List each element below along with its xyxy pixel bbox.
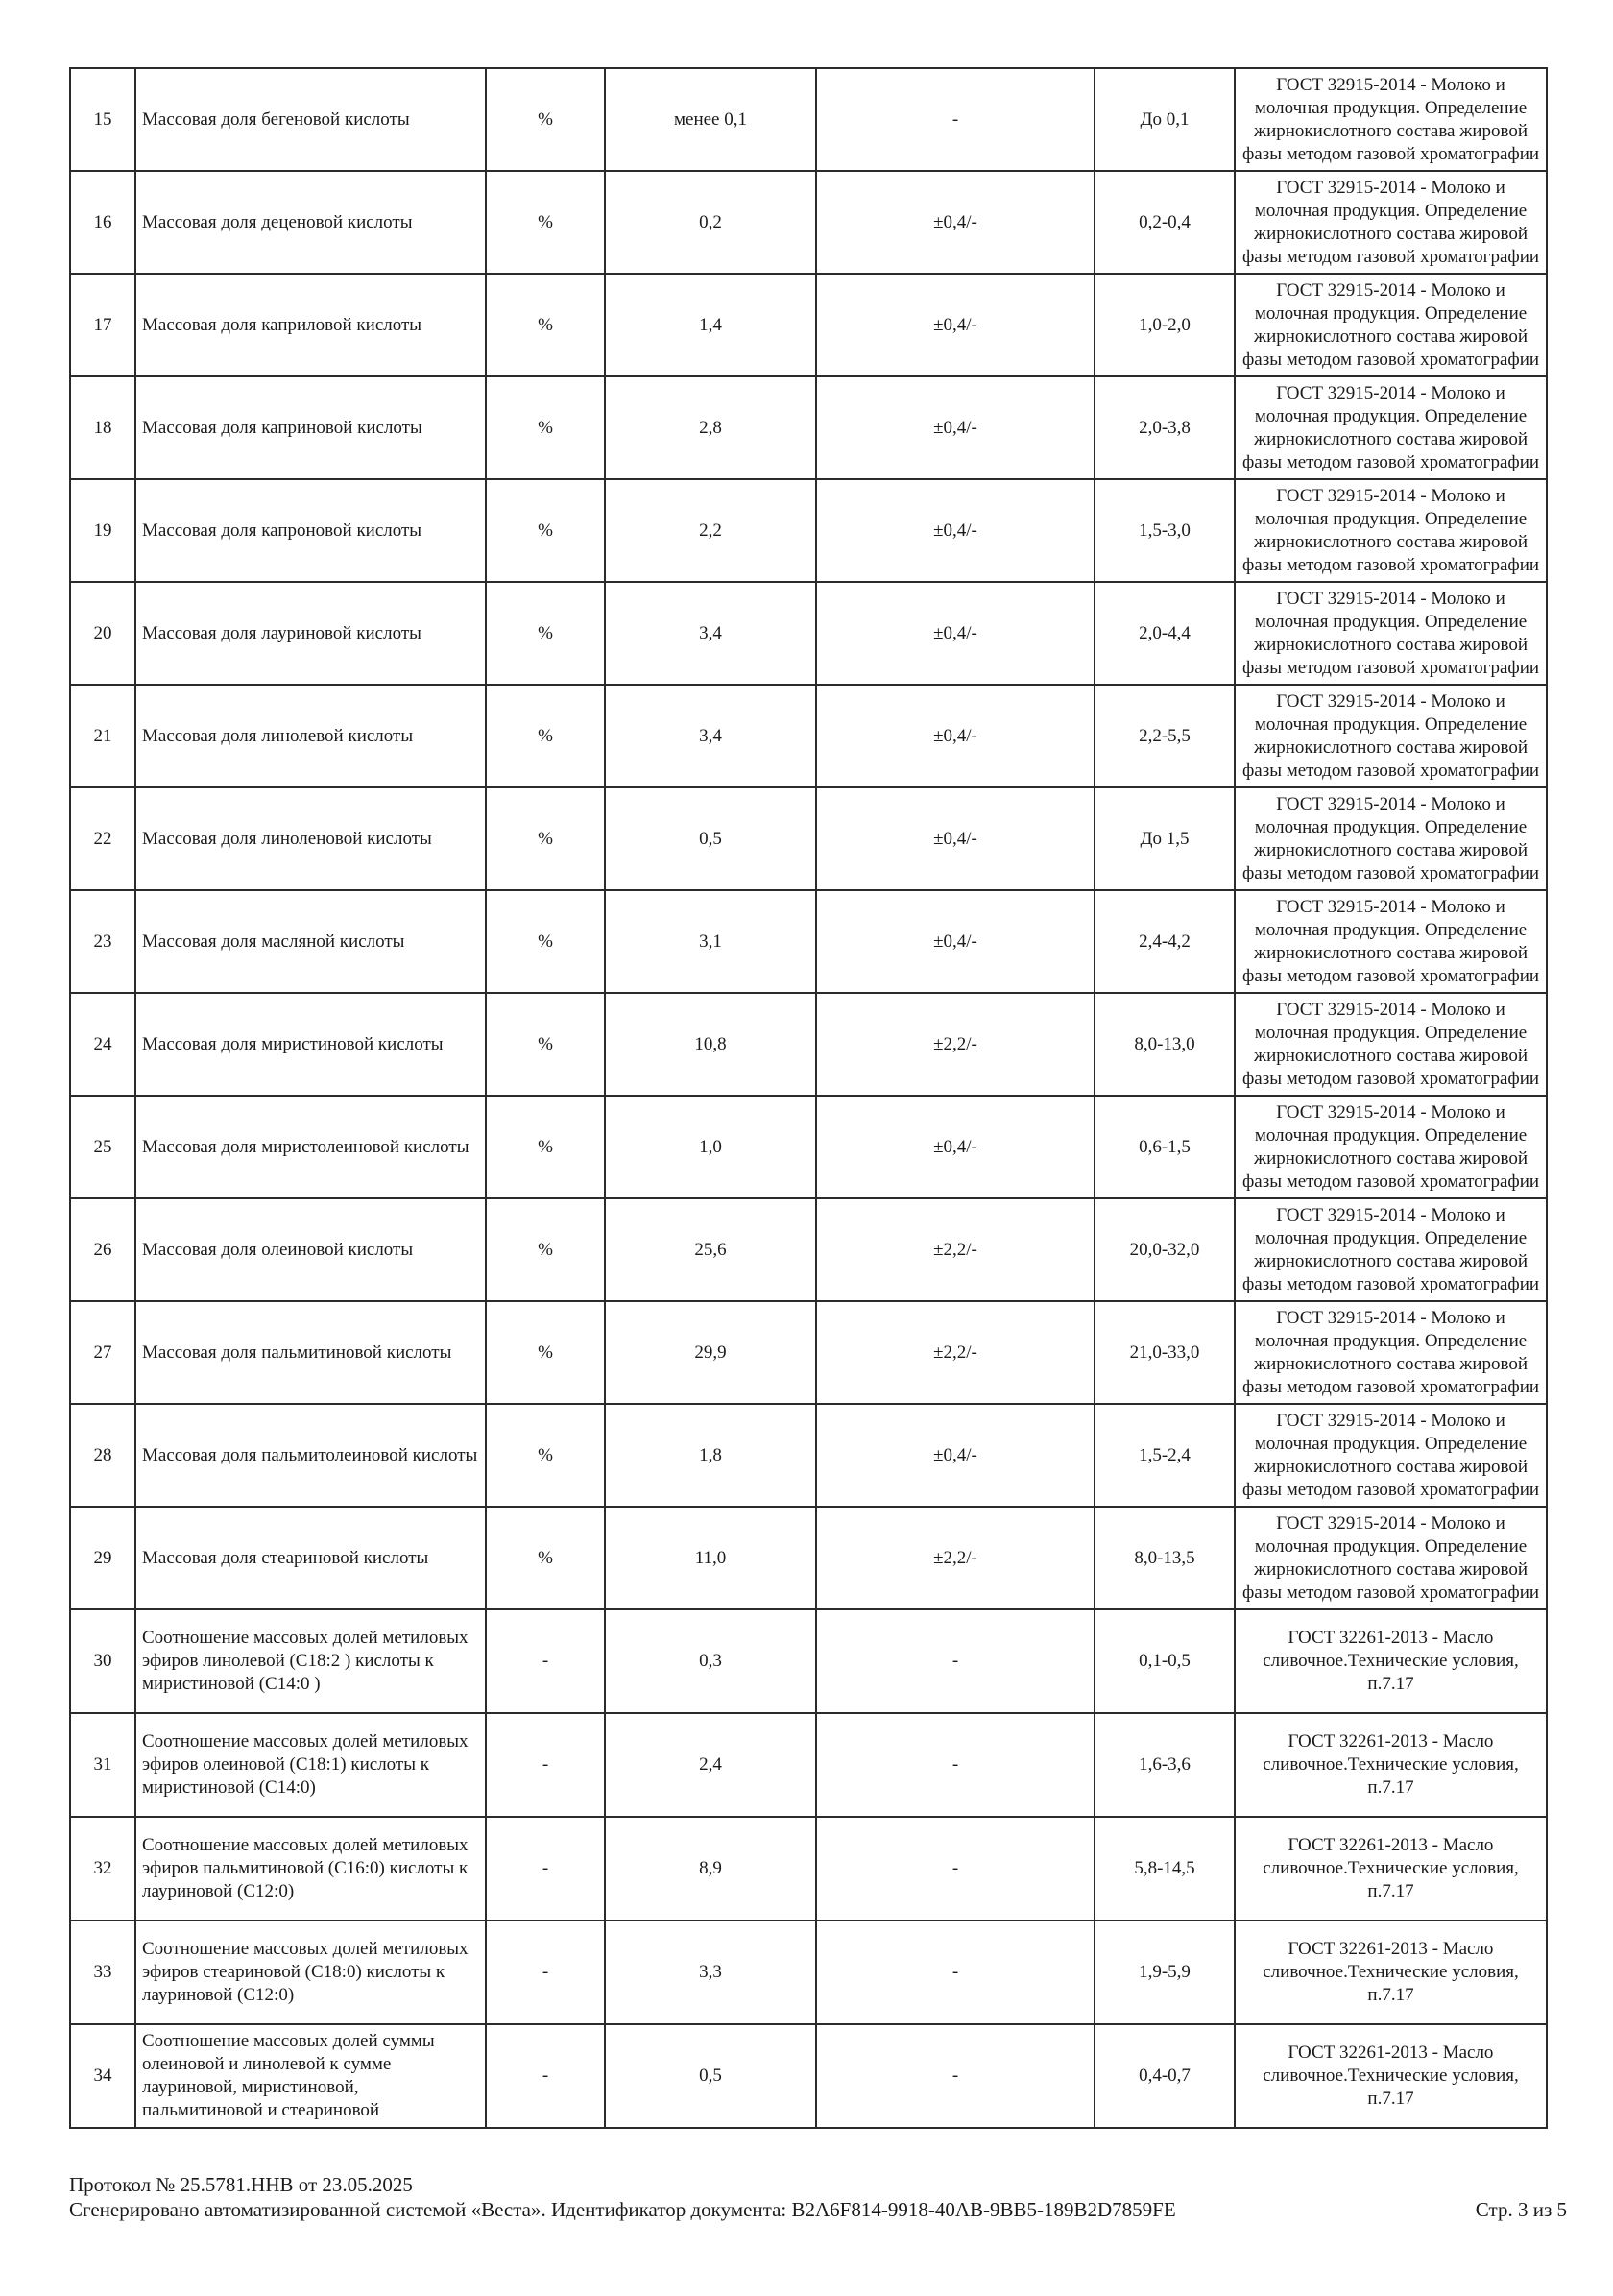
row-number: 20 [70,582,135,685]
indicator-name: Массовая доля олеиновой кислоты [135,1198,486,1301]
measurement-error: ±0,4/- [816,1096,1095,1198]
unit-cell: % [486,376,605,479]
test-method: ГОСТ 32915-2014 - Молоко и молочная продукция. Определение жирнокислотного состава жировой фазы методом газовой хроматографии [1235,479,1547,582]
indicator-name: Массовая доля каприновой кислоты [135,376,486,479]
unit-cell: % [486,993,605,1096]
unit-cell: % [486,1507,605,1609]
table-row [70,1609,1547,1713]
table-row [70,68,1547,171]
measurement-error: ±0,4/- [816,1404,1095,1507]
measurement-error: - [816,1713,1095,1817]
row-number: 24 [70,993,135,1096]
test-method: ГОСТ 32915-2014 - Молоко и молочная продукция. Определение жирнокислотного состава жировой фазы методом газовой хроматографии [1235,685,1547,787]
indicator-name: Массовая доля линоленовой кислоты [135,787,486,890]
row-number: 15 [70,68,135,171]
table-row [70,171,1547,274]
indicator-name: Массовая доля каприловой кислоты [135,274,486,376]
row-number: 17 [70,274,135,376]
unit-cell: % [486,787,605,890]
unit-cell: % [486,274,605,376]
table-row [70,1198,1547,1301]
measurement-error: ±0,4/- [816,479,1095,582]
indicator-name: Соотношение массовых долей метиловых эфиров олеиновой (С18:1) кислоты к миристиновой (С14:0) [135,1713,486,1817]
table-row [70,890,1547,993]
table-row [70,376,1547,479]
norm-value: 0,4-0,7 [1095,2024,1235,2128]
test-method: ГОСТ 32915-2014 - Молоко и молочная продукция. Определение жирнокислотного состава жировой фазы методом газовой хроматографии [1235,1507,1547,1609]
row-number: 19 [70,479,135,582]
norm-value: До 1,5 [1095,787,1235,890]
results-table-body [70,68,1547,2128]
unit-cell: % [486,1096,605,1198]
result-value: 2,4 [605,1713,816,1817]
result-value: 29,9 [605,1301,816,1404]
norm-value: 1,6-3,6 [1095,1713,1235,1817]
indicator-name: Массовая доля миристиновой кислоты [135,993,486,1096]
test-method: ГОСТ 32915-2014 - Молоко и молочная продукция. Определение жирнокислотного состава жировой фазы методом газовой хроматографии [1235,171,1547,274]
row-number: 26 [70,1198,135,1301]
measurement-error: - [816,2024,1095,2128]
result-value: 11,0 [605,1507,816,1609]
measurement-error: - [816,1609,1095,1713]
unit-cell: % [486,479,605,582]
table-row [70,1301,1547,1404]
norm-value: 0,1-0,5 [1095,1609,1235,1713]
indicator-name: Массовая доля масляной кислоты [135,890,486,993]
unit-cell: % [486,582,605,685]
row-number: 33 [70,1921,135,2024]
measurement-error: ±0,4/- [816,685,1095,787]
test-method: ГОСТ 32915-2014 - Молоко и молочная продукция. Определение жирнокислотного состава жировой фазы методом газовой хроматографии [1235,1301,1547,1404]
page-footer [69,2172,1567,2222]
norm-value: 1,0-2,0 [1095,274,1235,376]
indicator-name: Массовая доля бегеновой кислоты [135,68,486,171]
row-number: 18 [70,376,135,479]
indicator-name: Соотношение массовых долей метиловых эфиров пальмитиновой (С16:0) кислоты к лауриновой (С12:0) [135,1817,486,1921]
unit-cell: % [486,685,605,787]
measurement-error: ±2,2/- [816,1301,1095,1404]
table-row [70,1713,1547,1817]
norm-value: 8,0-13,5 [1095,1507,1235,1609]
indicator-name: Массовая доля миристолеиновой кислоты [135,1096,486,1198]
measurement-error: ±0,4/- [816,376,1095,479]
norm-value: 1,9-5,9 [1095,1921,1235,2024]
protocol-number: Протокол № 25.5781.ННВ от 23.05.2025 [69,2173,413,2196]
norm-value: 2,0-4,4 [1095,582,1235,685]
result-value: 3,3 [605,1921,816,2024]
row-number: 25 [70,1096,135,1198]
table-row [70,993,1547,1096]
measurement-error: ±0,4/- [816,274,1095,376]
indicator-name: Массовая доля пальмитолеиновой кислоты [135,1404,486,1507]
row-number: 22 [70,787,135,890]
table-row [70,274,1547,376]
norm-value: 5,8-14,5 [1095,1817,1235,1921]
test-method: ГОСТ 32915-2014 - Молоко и молочная продукция. Определение жирнокислотного состава жировой фазы методом газовой хроматографии [1235,376,1547,479]
row-number: 28 [70,1404,135,1507]
test-method: ГОСТ 32915-2014 - Молоко и молочная продукция. Определение жирнокислотного состава жировой фазы методом газовой хроматографии [1235,1404,1547,1507]
document-identifier: Сгенерировано автоматизированной системой «Веста». Идентификатор документа: B2A6F814-9918-40AB-9BB5-189B2D7859FE [69,2198,1176,2221]
result-value: 1,4 [605,274,816,376]
measurement-error: ±0,4/- [816,582,1095,685]
unit-cell: % [486,1301,605,1404]
table-row [70,1404,1547,1507]
test-method: ГОСТ 32915-2014 - Молоко и молочная продукция. Определение жирнокислотного состава жировой фазы методом газовой хроматографии [1235,993,1547,1096]
test-method: ГОСТ 32261-2013 - Масло сливочное.Технические условия, п.7.17 [1235,1921,1547,2024]
norm-value: 20,0-32,0 [1095,1198,1235,1301]
norm-value: 2,0-3,8 [1095,376,1235,479]
result-value: 8,9 [605,1817,816,1921]
unit-cell: - [486,1817,605,1921]
table-row [70,2024,1547,2128]
row-number: 21 [70,685,135,787]
indicator-name: Соотношение массовых долей метиловых эфиров стеариновой (С18:0) кислоты к лауриновой (С12:0) [135,1921,486,2024]
result-value: 2,8 [605,376,816,479]
test-method: ГОСТ 32261-2013 - Масло сливочное.Технические условия, п.7.17 [1235,1817,1547,1921]
unit-cell: - [486,1921,605,2024]
result-value: 1,8 [605,1404,816,1507]
measurement-error: - [816,68,1095,171]
indicator-name: Соотношение массовых долей суммы олеиновой и линолевой к сумме лауриновой, миристиновой, пальмитиновой и стеариновой [135,2024,486,2128]
unit-cell: % [486,68,605,171]
table-row [70,1507,1547,1609]
unit-cell: - [486,2024,605,2128]
result-value: 0,3 [605,1609,816,1713]
norm-value: 1,5-3,0 [1095,479,1235,582]
norm-value: 2,4-4,2 [1095,890,1235,993]
indicator-name: Массовая доля стеариновой кислоты [135,1507,486,1609]
result-value: 1,0 [605,1096,816,1198]
test-method: ГОСТ 32915-2014 - Молоко и молочная продукция. Определение жирнокислотного состава жировой фазы методом газовой хроматографии [1235,274,1547,376]
unit-cell: % [486,1404,605,1507]
norm-value: 0,2-0,4 [1095,171,1235,274]
unit-cell: % [486,890,605,993]
row-number: 32 [70,1817,135,1921]
indicator-name: Массовая доля капроновой кислоты [135,479,486,582]
result-value: 10,8 [605,993,816,1096]
row-number: 23 [70,890,135,993]
table-row [70,1921,1547,2024]
row-number: 29 [70,1507,135,1609]
indicator-name: Массовая доля лауриновой кислоты [135,582,486,685]
results-table [69,67,1548,2129]
result-value: 3,4 [605,685,816,787]
norm-value: 21,0-33,0 [1095,1301,1235,1404]
measurement-error: ±0,4/- [816,787,1095,890]
measurement-error: ±2,2/- [816,1198,1095,1301]
indicator-name: Массовая доля пальмитиновой кислоты [135,1301,486,1404]
unit-cell: - [486,1609,605,1713]
row-number: 31 [70,1713,135,1817]
result-value: менее 0,1 [605,68,816,171]
test-method: ГОСТ 32915-2014 - Молоко и молочная продукция. Определение жирнокислотного состава жировой фазы методом газовой хроматографии [1235,68,1547,171]
measurement-error: ±0,4/- [816,171,1095,274]
row-number: 27 [70,1301,135,1404]
norm-value: До 0,1 [1095,68,1235,171]
norm-value: 1,5-2,4 [1095,1404,1235,1507]
norm-value: 0,6-1,5 [1095,1096,1235,1198]
indicator-name: Массовая доля линолевой кислоты [135,685,486,787]
table-row [70,787,1547,890]
result-value: 3,4 [605,582,816,685]
test-method: ГОСТ 32915-2014 - Молоко и молочная продукция. Определение жирнокислотного состава жировой фазы методом газовой хроматографии [1235,1198,1547,1301]
result-value: 0,5 [605,787,816,890]
table-row [70,582,1547,685]
result-value: 25,6 [605,1198,816,1301]
row-number: 34 [70,2024,135,2128]
indicator-name: Соотношение массовых долей метиловых эфиров линолевой (С18:2 ) кислоты к миристиновой (С14:0 ) [135,1609,486,1713]
test-method: ГОСТ 32261-2013 - Масло сливочное.Технические условия, п.7.17 [1235,1713,1547,1817]
result-value: 0,5 [605,2024,816,2128]
indicator-name: Массовая доля деценовой кислоты [135,171,486,274]
norm-value: 2,2-5,5 [1095,685,1235,787]
test-method: ГОСТ 32915-2014 - Молоко и молочная продукция. Определение жирнокислотного состава жировой фазы методом газовой хроматографии [1235,890,1547,993]
norm-value: 8,0-13,0 [1095,993,1235,1096]
test-method: ГОСТ 32915-2014 - Молоко и молочная продукция. Определение жирнокислотного состава жировой фазы методом газовой хроматографии [1235,1096,1547,1198]
measurement-error: ±2,2/- [816,993,1095,1096]
row-number: 30 [70,1609,135,1713]
measurement-error: ±2,2/- [816,1507,1095,1609]
measurement-error: ±0,4/- [816,890,1095,993]
test-method: ГОСТ 32915-2014 - Молоко и молочная продукция. Определение жирнокислотного состава жировой фазы методом газовой хроматографии [1235,787,1547,890]
test-method: ГОСТ 32915-2014 - Молоко и молочная продукция. Определение жирнокислотного состава жировой фазы методом газовой хроматографии [1235,582,1547,685]
unit-cell: - [486,1713,605,1817]
test-method: ГОСТ 32261-2013 - Масло сливочное.Технические условия, п.7.17 [1235,2024,1547,2128]
unit-cell: % [486,171,605,274]
measurement-error: - [816,1921,1095,2024]
table-row [70,685,1547,787]
table-row [70,1096,1547,1198]
table-row [70,479,1547,582]
result-value: 3,1 [605,890,816,993]
row-number: 16 [70,171,135,274]
result-value: 0,2 [605,171,816,274]
result-value: 2,2 [605,479,816,582]
table-row [70,1817,1547,1921]
measurement-error: - [816,1817,1095,1921]
unit-cell: % [486,1198,605,1301]
page-number: Стр. 3 из 5 [1475,2198,1567,2221]
test-method: ГОСТ 32261-2013 - Масло сливочное.Технические условия, п.7.17 [1235,1609,1547,1713]
